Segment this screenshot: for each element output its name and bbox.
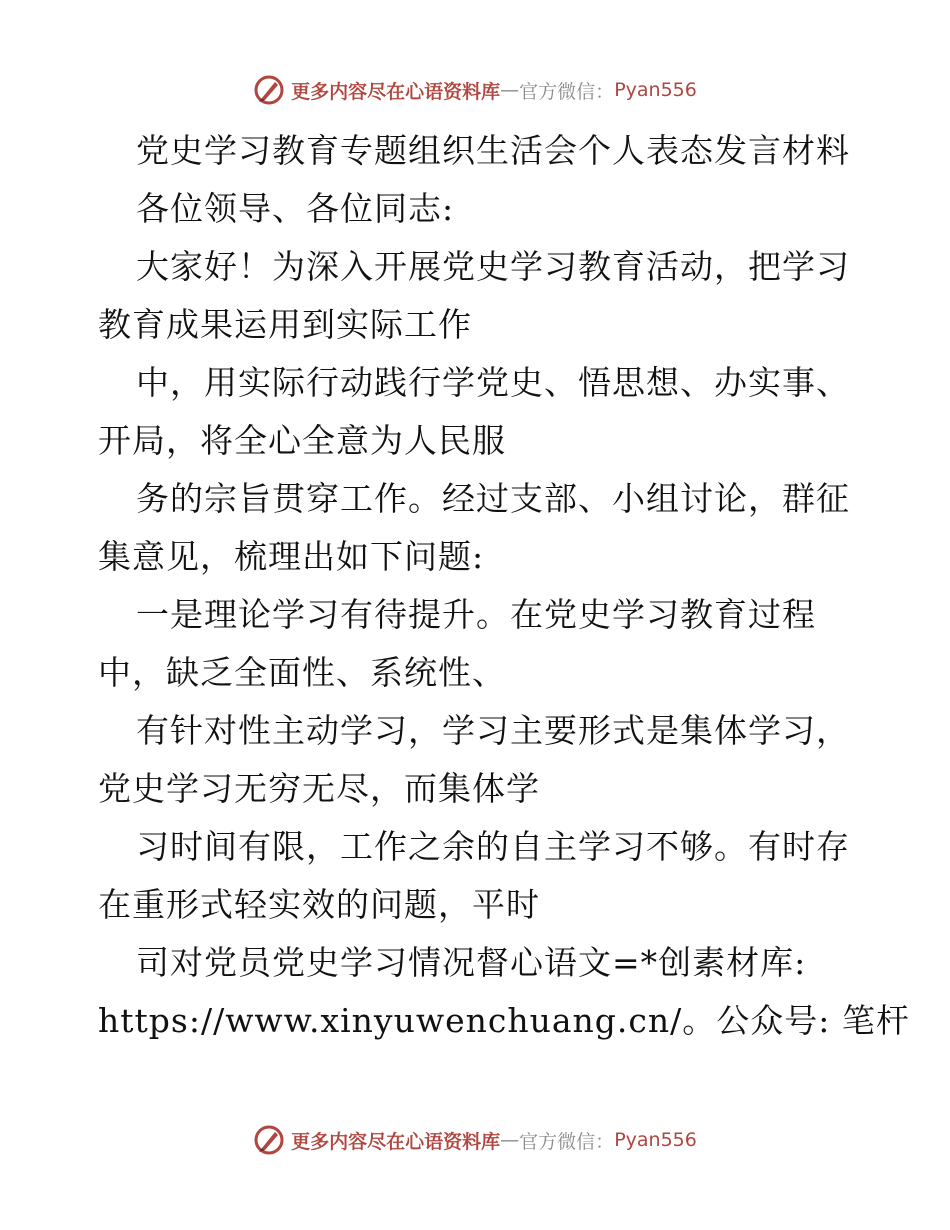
banner-wechat-label: 官方微信： [519, 1130, 615, 1153]
paragraph-line: 习时间有限，工作之余的自主学习不够。有时存 [136, 827, 850, 866]
quill-pen-circle-icon [253, 74, 285, 106]
paragraph-line: 党史学习无穷无尽，而集体学 [98, 769, 540, 808]
paragraph-line: 有针对性主动学习，学习主要形式是集体学习， [136, 711, 850, 750]
banner-text: 更多内容尽在心语资料库 [291, 1130, 501, 1153]
paragraph-line: 各位领导、各位同志: [136, 189, 455, 228]
document-title: 党史学习教育专题组织生活会个人表态发言材料 [136, 131, 850, 170]
banner-wechat-id: Pyan556 [614, 1129, 697, 1151]
paragraph-line: 中，用实际行动践行学党史、悟思想、办实事、 [136, 363, 850, 402]
paragraph-line: 集意见，梳理出如下问题: [98, 537, 485, 576]
banner-text: 更多内容尽在心语资料库 [291, 80, 501, 103]
paragraph-line: 中，缺乏全面性、系统性、 [98, 653, 506, 692]
header-banner [0, 70, 950, 110]
paragraph-line: 一是理论学习有待提升。在党史学习教育过程 [136, 595, 816, 634]
banner-wechat-label: 官方微信： [519, 80, 615, 103]
document-body [98, 122, 910, 1050]
paragraph-line: 司对党员党史学习情况督心语文=*创素材库: [136, 943, 807, 982]
quill-pen-circle-icon [253, 1124, 285, 1156]
paragraph-line: 大家好！为深入开展党史学习教育活动，把学习 [136, 247, 850, 286]
banner-separator: — [500, 79, 520, 101]
paragraph-line: 教育成果运用到实际工作 [98, 305, 472, 344]
paragraph-line: 务的宗旨贯穿工作。经过支部、小组讨论，群征 [136, 479, 850, 518]
banner-separator: — [500, 1129, 520, 1151]
banner-wechat-id: Pyan556 [614, 79, 697, 101]
paragraph-line: 开局，将全心全意为人民服 [98, 421, 506, 460]
paragraph-line-url: https://www.xinyuwenchuang.cn/。公众号: 笔杆 [98, 1001, 910, 1040]
paragraph-line: 在重形式轻实效的问题，平时 [98, 885, 540, 924]
footer-banner [0, 1120, 950, 1160]
